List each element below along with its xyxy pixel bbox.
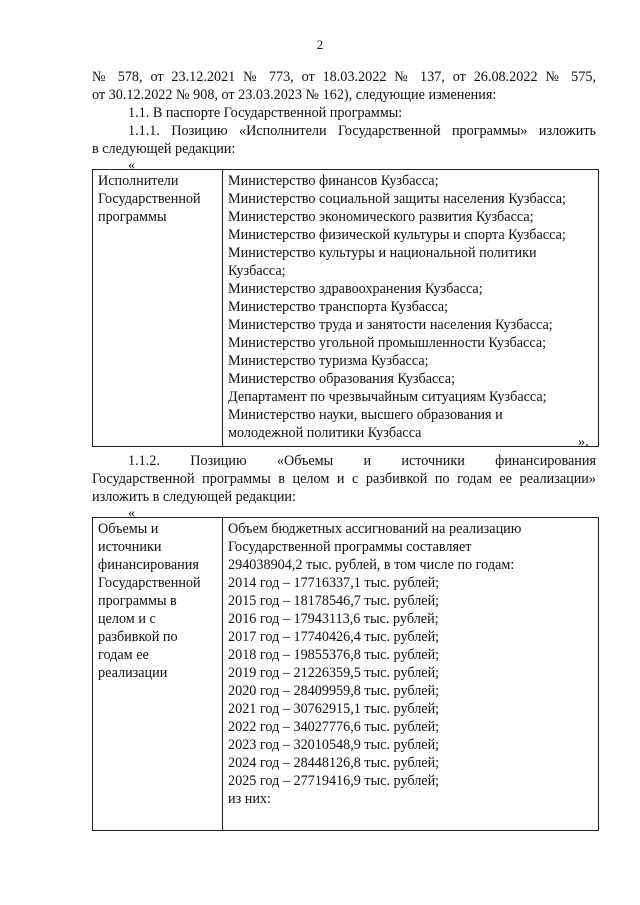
label-line: реализации [98,665,168,681]
funding-line: 2019 год – 21226359,5 тыс. рублей; [228,665,440,681]
label-line: разбивкой по [98,629,178,645]
table-row [93,518,599,831]
executors-list-cell [223,170,599,447]
funding-line: 2014 год – 17716337,1 тыс. рублей; [228,575,440,591]
label-line: Государственной [98,191,201,207]
executors-table [92,169,599,447]
list-item: Министерство угольной промышленности Кузбасса; [228,335,547,351]
funding-line: 2015 год – 18178546,7 тыс. рублей; [228,593,440,609]
intro-line-1: № 578, от 23.12.2021 № 773, от 18.03.2022 № 137, от 26.08.2022 № 575, [92,69,596,85]
list-item: Министерство туризма Кузбасса; [228,353,429,369]
label-line: финансирования [98,557,199,573]
funding-line: 2021 год – 30762915,1 тыс. рублей; [228,701,440,717]
list-item: Министерство социальной защиты населения Кузбасса; [228,191,566,207]
section-1-1-2-line-3: изложить в следующей редакции: [92,489,296,505]
label-line: целом и с [98,611,156,627]
funding-line: 2020 год – 28409959,8 тыс. рублей; [228,683,440,699]
funding-line: 2022 год – 34027776,6 тыс. рублей; [228,719,440,735]
label-line: источники [98,539,162,555]
list-item: Министерство образования Кузбасса; [228,371,456,387]
section-1-1-1-line-2: в следующей редакции: [92,141,236,157]
label-line: Объемы и [98,521,159,537]
open-quote-2: « [128,506,135,521]
funding-line: 294038904,2 тыс. рублей, в том числе по годам: [228,557,515,573]
funding-line: 2017 год – 17740426,4 тыс. рублей; [228,629,440,645]
list-item: Министерство труда и занятости населения Кузбасса; [228,317,553,333]
list-item: Департамент по чрезвычайным ситуациям Кузбасса; [228,389,547,405]
page-number: 2 [316,37,324,52]
funding-line: Государственной программы составляет [228,539,472,555]
funding-details-cell [223,518,599,831]
list-item: Министерство транспорта Кузбасса; [228,299,449,315]
list-item: Министерство здравоохранения Кузбасса; [228,281,483,297]
section-1-1-2-line-1: 1.1.2. Позицию «Объемы и источники финансирования [128,453,596,469]
intro-line-2: от 30.12.2022 № 908, от 23.03.2023 № 162), следующие изменения: [92,87,497,103]
list-item: Министерство финансов Кузбасса; [228,173,439,189]
label-line: программы [98,209,167,225]
funding-line: 2025 год – 27719416,9 тыс. рублей; [228,773,440,789]
table-row [93,170,599,447]
funding-line: 2018 год – 19855376,8 тыс. рублей; [228,647,440,663]
section-1-1-1-line-1: 1.1.1. Позицию «Исполнители Государственной программы» изложить [128,123,596,139]
list-item: Кузбасса; [228,263,286,279]
open-quote-1: « [128,158,135,173]
section-1-1: 1.1. В паспорте Государственной программы: [128,105,403,121]
list-item: Министерство физической культуры и спорта Кузбасса; [228,227,566,243]
funding-line: Объем бюджетных ассигнований на реализацию [228,521,522,537]
close-quote-1: ». [578,434,589,450]
funding-table [92,517,599,831]
list-item: Министерство культуры и национальной политики [228,245,537,261]
label-line: годам ее [98,647,149,663]
section-1-1-2-line-2: Государственной программы в целом и с разбивкой по годам ее реализации» [92,471,596,487]
executors-label-cell [93,170,223,447]
funding-line: 2023 год – 32010548,9 тыс. рублей; [228,737,440,753]
funding-label-cell [93,518,223,831]
funding-line: 2024 год – 28448126,8 тыс. рублей; [228,755,440,771]
funding-line: 2016 год – 17943113,6 тыс. рублей; [228,611,439,627]
list-item: Министерство экономического развития Кузбасса; [228,209,534,225]
list-item: Министерство науки, высшего образования и [228,407,503,423]
funding-line: из них: [228,791,271,807]
label-line: Исполнители [98,173,179,189]
label-line: программы в [98,593,177,609]
label-line: Государственной [98,575,201,591]
list-item: молодежной политики Кузбасса [228,425,422,441]
